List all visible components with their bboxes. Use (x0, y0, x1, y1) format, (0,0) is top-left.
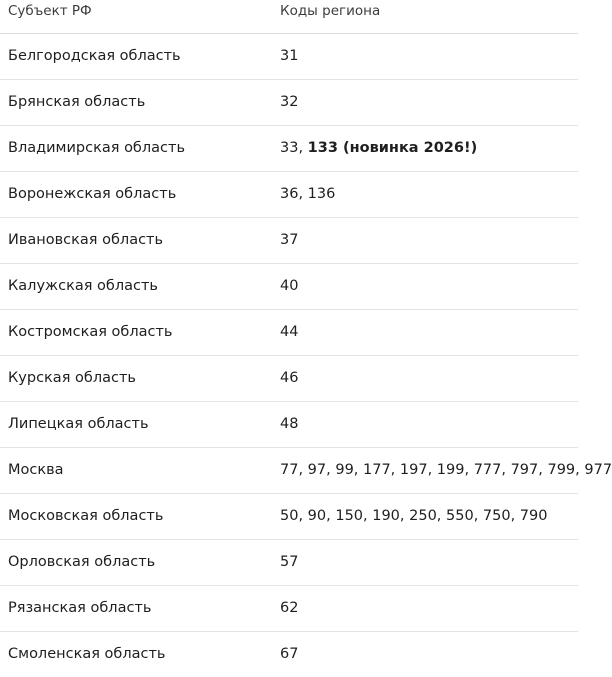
codes-cell (272, 355, 578, 401)
table-header-row (0, 0, 578, 33)
table-row (0, 125, 578, 171)
subject-cell: Рязанская область (0, 585, 272, 631)
codes-value: 36, 136 (280, 186, 336, 202)
subject-cell: Москва (0, 447, 272, 493)
table-row (0, 493, 578, 539)
codes-value: 46 (280, 370, 299, 386)
codes-value: 67 (280, 646, 299, 662)
table-row (0, 33, 578, 79)
table-row (0, 447, 578, 493)
codes-note: 133 (новинка 2026!) (307, 140, 478, 156)
subject-cell: Ивановская область (0, 217, 272, 263)
codes-value: 57 (280, 554, 299, 570)
table-row (0, 171, 578, 217)
codes-cell (272, 585, 578, 631)
codes-cell (272, 309, 578, 355)
codes-value: 31 (280, 48, 299, 64)
codes-value: 33, (280, 140, 308, 156)
subject-cell: Липецкая область (0, 401, 272, 447)
codes-value: 37 (280, 232, 299, 248)
subject-cell: Воронежская область (0, 171, 272, 217)
codes-cell (272, 447, 612, 493)
codes-cell (272, 401, 578, 447)
table-row (0, 309, 578, 355)
table-row (0, 263, 578, 309)
codes-value: 48 (280, 416, 299, 432)
codes-value: 50, 90, 150, 190, 250, 550, 750, 790 (280, 508, 548, 524)
codes-cell (272, 493, 578, 539)
subject-cell: Брянская область (0, 79, 272, 125)
table-row (0, 355, 578, 401)
codes-value: 77, 97, 99, 177, 197, 199, 777, 797, 799, 977 (280, 462, 612, 478)
subject-cell: Курская область (0, 355, 272, 401)
subject-cell: Владимирская область (0, 125, 272, 171)
codes-cell (272, 125, 578, 171)
table-row (0, 401, 578, 447)
subject-cell: Белгородская область (0, 33, 272, 79)
table-row (0, 585, 578, 631)
codes-cell (272, 79, 578, 125)
table-row (0, 631, 578, 677)
codes-cell (272, 171, 578, 217)
subject-cell: Смоленская область (8, 646, 166, 662)
subject-cell: Костромская область (0, 309, 272, 355)
codes-value: 40 (280, 278, 299, 294)
table-body (0, 33, 612, 677)
table-row (0, 539, 578, 585)
codes-value: 32 (280, 94, 299, 110)
subject-cell: Орловская область (0, 539, 272, 585)
codes-cell (272, 631, 578, 677)
codes-cell (272, 263, 578, 309)
header-codes: Коды региона (272, 0, 578, 33)
table-row (0, 79, 578, 125)
codes-cell (272, 217, 578, 263)
header-subject: Субъект РФ (0, 0, 272, 33)
codes-cell (272, 33, 578, 79)
codes-cell (272, 539, 578, 585)
subject-cell: Московская область (0, 493, 272, 539)
codes-value: 62 (280, 600, 299, 616)
subject-cell: Калужская область (0, 263, 272, 309)
table-row (0, 217, 578, 263)
codes-value: 44 (280, 324, 299, 340)
